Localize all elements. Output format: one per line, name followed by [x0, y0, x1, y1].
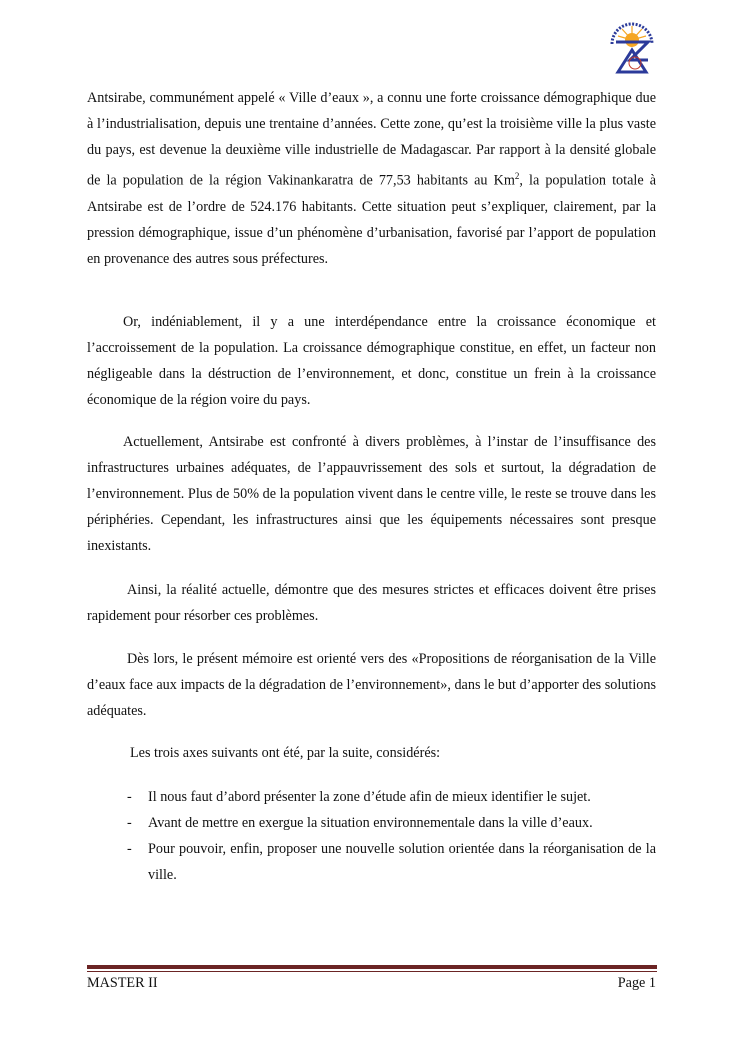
paragraph-axes: Les trois axes suivants ont été, par la suite, considérés: [130, 745, 441, 761]
footer-left: MASTER II [87, 975, 158, 991]
footer-rule-thick [87, 965, 657, 969]
axes-list [127, 784, 656, 888]
list-item: - Avant de mettre en exergue la situation environnementale dans la ville d’eaux. [127, 815, 593, 831]
paragraph-intro: Antsirabe, communément appelé « Ville d’eaux », a connu une forte croissance démographique due à l’industrialisation, depuis une trentaine d’années. Cette zone, qu’est la troisième ville la plus vaste du pays, est devenue la deuxième ville industrielle de Madagascar. Par rapport à la densité globale de la population de la région Vakinankaratra de 77,53 habitants au Km$^2$, la population totale à Antsirabe est de l’ordre de 524.176 habitants. Cette situation peut s’expliquer, clairement, par la pression démographique, issue d’un phénomène d’urbanisation, favorisé par l’apport de population en provenance des autres sous préfectures. [87, 90, 656, 267]
paragraph-interdependence: Or, indéniablement, il y a une interdépendance entre la croissance économique et l’accroissement de la population. La croissance démographique constitue, en effet, un facteur non négligeable dans la déstruction de l’environnement, et donc, constitue un frein à la croissance économique de la région voire du pays. [87, 314, 656, 408]
paragraph-problems: Actuellement, Antsirabe est confronté à divers problèmes, à l’instar de l’insuffisance des infrastructures urbaines adéquates, de l’appauvrissement des sols et surtout, la dégradation de l’environnement. Plus de 50% de la population vivent dans le centre ville, le reste se trouve dans les périphéries. Cependant, les infrastructures ainsi que les équipements nécessaires sont presque inexistants. [87, 434, 656, 554]
page-number: Page 1 [617, 975, 656, 991]
paragraph-thesis: Dès lors, le présent mémoire est orienté vers des «Propositions de réorganisation de la Ville d’eaux face aux impacts de la dégradation de l’environnement», dans le but d’apporter des solutions adéquates. [87, 651, 656, 719]
list-item: - Il nous faut d’abord présenter la zone d’étude afin de mieux identifier le sujet. [127, 789, 591, 805]
paragraph-measures: Ainsi, la réalité actuelle, démontre que des mesures strictes et efficaces doivent être prises rapidement pour résorber ces problèmes. [87, 582, 656, 624]
institution-logo [604, 14, 660, 76]
list-item: - Pour pouvoir, enfin, proposer une nouvelle solution orientée dans la réorganisation de la ville. [127, 841, 656, 883]
footer-rule-thin [87, 971, 657, 972]
